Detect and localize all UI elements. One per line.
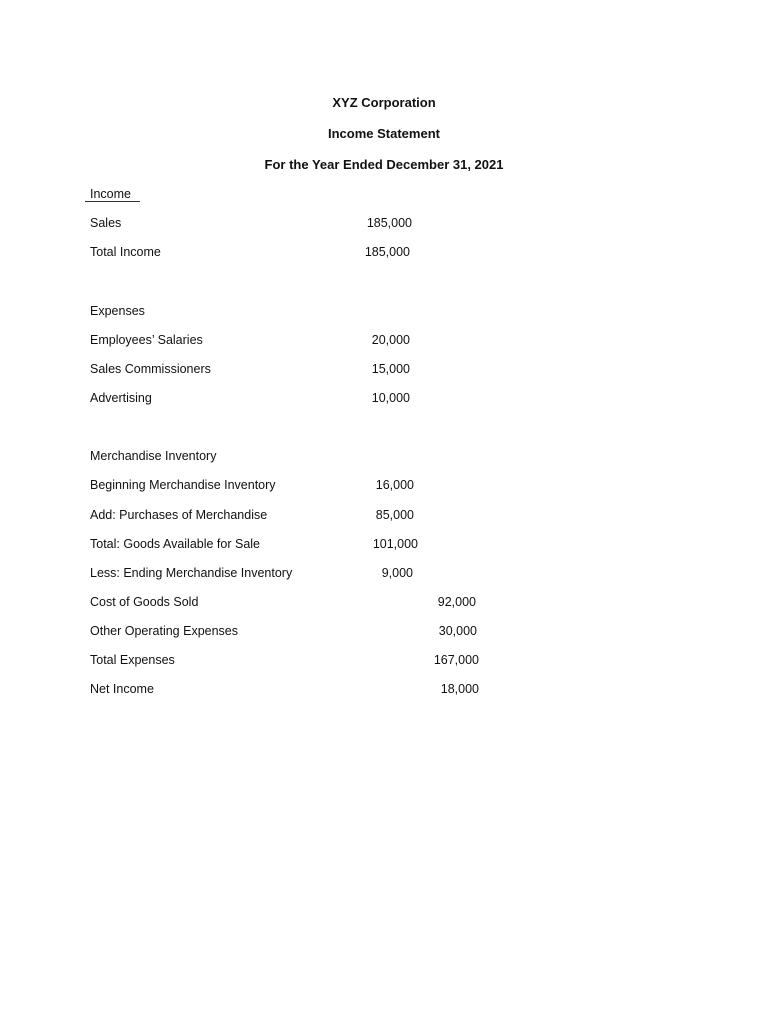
ending-inventory-value: 9,000 [381,566,413,580]
other-operating-value: 30,000 [438,624,477,638]
total-income-value: 185,000 [364,245,410,259]
other-operating-label: Other Operating Expenses [90,624,238,638]
sales-label: Sales [90,216,122,230]
income-section-label: Income [90,187,131,201]
ending-inventory-label: Less: Ending Merchandise Inventory [90,566,293,580]
statement-title: Income Statement [328,126,440,141]
commissions-label: Sales Commissioners [90,362,211,376]
salaries-value: 20,000 [371,333,410,347]
beginning-inventory-value: 16,000 [375,478,414,492]
total-income-label: Total Income [90,245,161,259]
purchases-label: Add: Purchases of Merchandise [90,508,268,522]
total-expenses-value: 167,000 [433,653,479,667]
expenses-section-label: Expenses [90,304,145,318]
cogs-label: Cost of Goods Sold [90,595,199,609]
commissions-value: 15,000 [371,362,410,376]
goods-available-label: Total: Goods Available for Sale [90,537,261,551]
advertising-label: Advertising [90,391,152,405]
sales-value: 185,000 [366,216,412,230]
income-underline [85,201,140,202]
purchases-value: 85,000 [375,508,414,522]
salaries-label: Employees’ Salaries [90,333,203,347]
net-income-value: 18,000 [440,682,479,696]
goods-available-value: 101,000 [372,537,418,551]
beginning-inventory-label: Beginning Merchandise Inventory [90,478,276,492]
advertising-value: 10,000 [371,391,410,405]
statement-period: For the Year Ended December 31, 2021 [264,157,504,172]
company-name: XYZ Corporation [332,95,436,110]
net-income-label: Net Income [90,682,154,696]
inventory-section-label: Merchandise Inventory [90,449,217,463]
cogs-value: 92,000 [437,595,476,609]
total-expenses-label: Total Expenses [90,653,175,667]
